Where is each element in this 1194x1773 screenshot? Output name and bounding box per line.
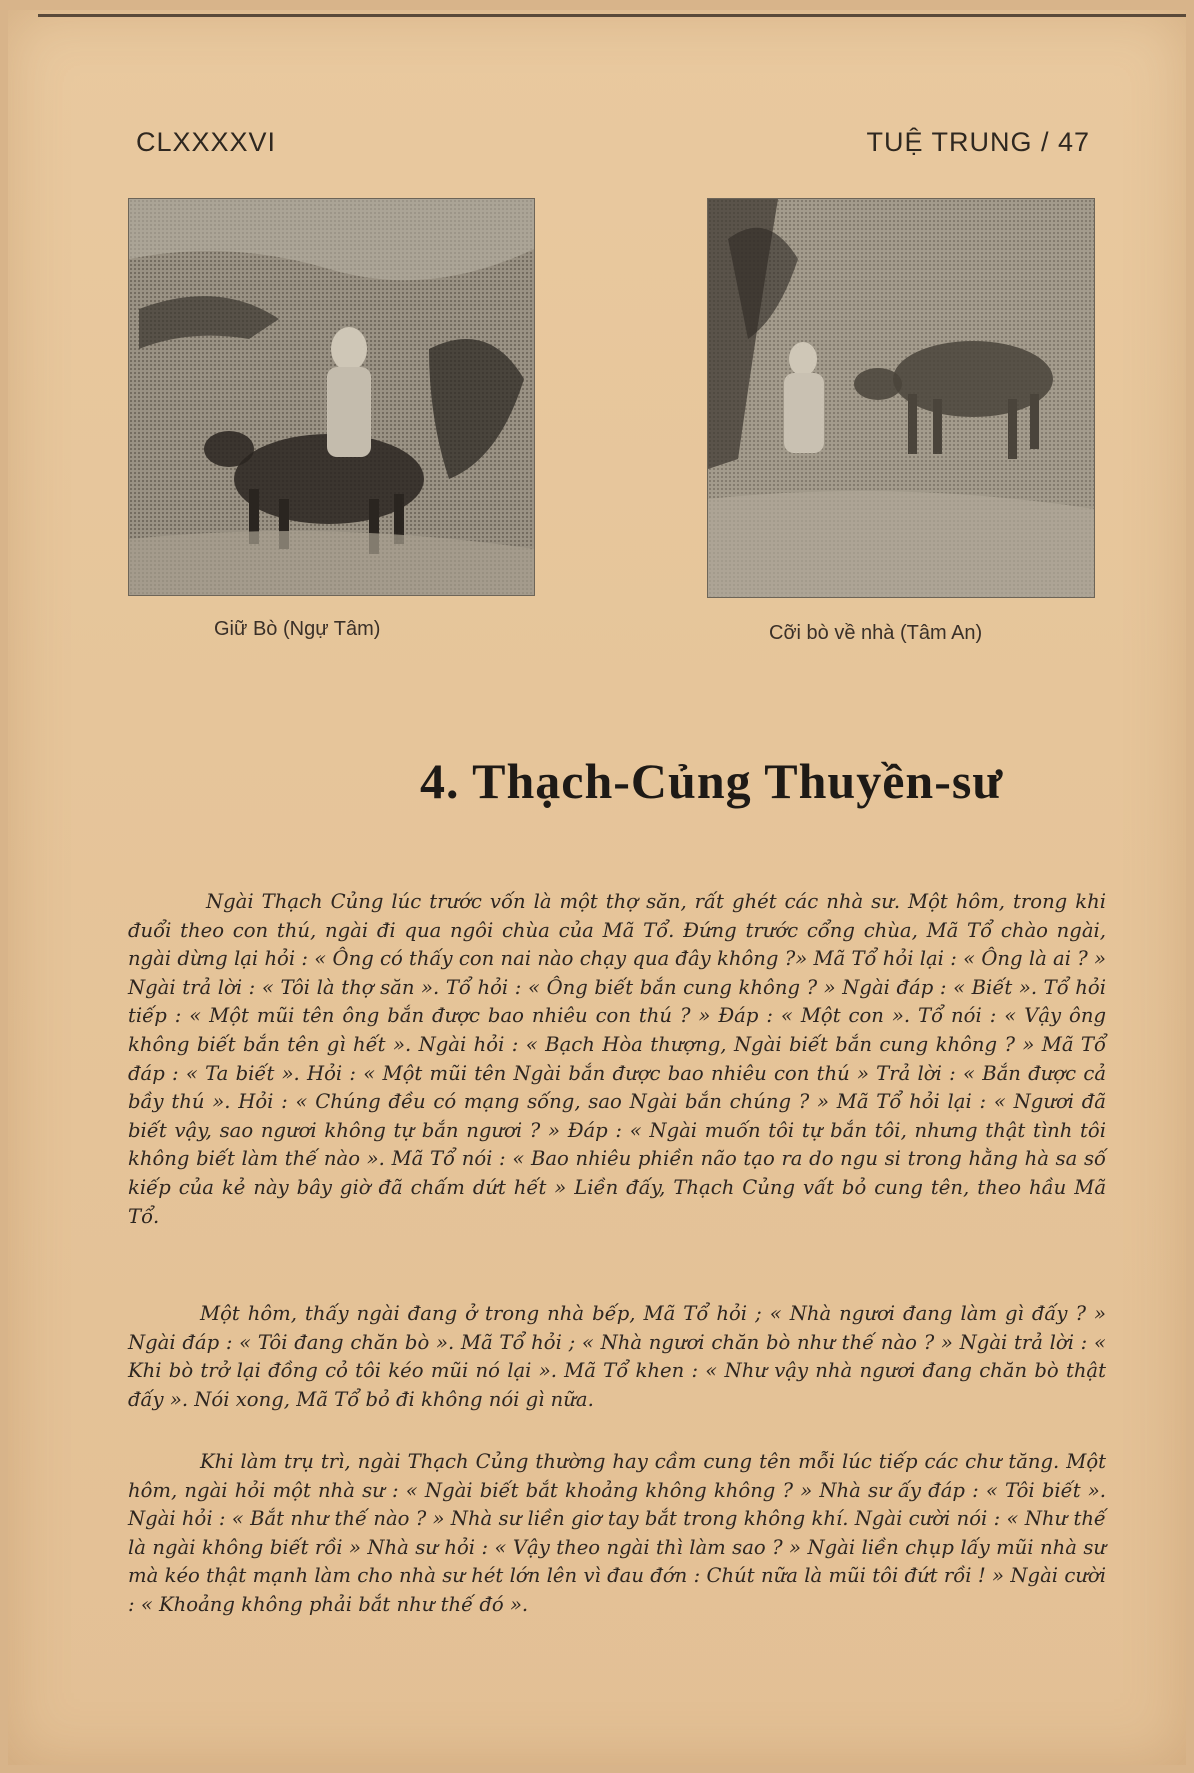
figure-caption-right: Cỡi bò về nhà (Tâm An) [769, 622, 983, 644]
paragraph-3: Khi làm trụ trì, ngài Thạch Củng thường hay cầm cung tên mỗi lúc tiếp các chư tăng. Một hôm, ngài hỏi một nhà sư : « Ngài biết bắt khoảng không không ? » Nhà sư ấy đáp : « Tôi biết ». Ngài hỏi : « Bắt như thế nào ? » Nhà sư liền giơ tay bắt trong không khí. Ngài cười nói : « Như thế là ngài không biết rồi » Nhà sư hỏi : « Vậy theo ngài thì làm sao ? » Ngài liền chụp lấy mũi nhà sư mà kéo thật mạnh làm cho nhà sư hét lớn lên vì đau đớn : Chút nữa là mũi tôi đứt rồi ! » Ngài cười : « Khoảng không phải bắt như thế đó ». [128, 1450, 1106, 1616]
figure-caption-left: Giữ Bò (Ngự Tâm) [214, 618, 381, 640]
illustration-riding-ox-home [707, 198, 1095, 598]
header-right: TUỆ TRUNG / 47 [866, 126, 1090, 157]
paragraph-2: Một hôm, thấy ngài đang ở trong nhà bếp, Mã Tổ hỏi ; « Nhà ngươi đang làm gì đấy ? » Ngài đáp : « Tôi đang chăn bò ». Mã Tổ hỏi ; « Nhà ngươi chăn bò như thế nào ? » Ngài trả lời : « Khi bò trở lại đồng cỏ tôi kéo mũi nó lại ». Mã Tổ khen : « Như vậy nhà ngươi đang chăn bò thật đấy ». Nói xong, Mã Tổ bỏ đi không nói gì nữa. [128, 1302, 1106, 1411]
illustration-herding-ox [128, 198, 535, 596]
paragraph-1: Ngài Thạch Củng lúc trước vốn là một thợ săn, rất ghét các nhà sư. Một hôm, trong khi đuổi theo con thú, ngài đi qua ngôi chùa của Mã Tổ. Đứng trước cổng chùa, Mã Tổ chào ngài, ngài dừng lại hỏi : « Ông có thấy con nai nào chạy qua đây không ?» Mã Tổ hỏi lại : « Ông là ai ? » Ngài trả lời : « Tôi là thợ săn ». Tổ hỏi : « Ông biết bắn cung không ? » Ngài đáp : « Biết ». Tổ hỏi tiếp : « Một mũi tên ông bắn được bao nhiêu con thú ? » Đáp : « Một con ». Tổ nói : « Vậy ông không biết bắn tên gì hết ». Ngài hỏi : « Bạch Hòa thượng, Ngài biết bắn cung không ? » Mã Tổ đáp : « Ta biết ». Hỏi : « Một mũi tên Ngài bắn được bao nhiêu con thú » Trả lời : « Bắn được cả bầy thú ». Hỏi : « Chúng đều có mạng sống, sao Ngài bắn chúng ? » Mã Tổ hỏi lại : « Ngươi đã biết vậy, sao ngươi không tự bắn ngươi ? » Đáp : « Ngài muốn tôi tự bắn tôi, nhưng thật tình tôi không biết làm thế nào ». Mã Tổ nói : « Bao nhiêu phiền não tạo ra do ngu si trong hằng hà sa số kiếp của kẻ này bây giờ đã chấm dứt hết » Liền đấy, Thạch Củng vất bỏ cung tên, theo hầu Mã Tổ. [128, 890, 1106, 1228]
chapter-title: 4. Thạch-Củng Thuyền-sư [420, 753, 1004, 809]
page-header [136, 122, 1090, 162]
top-rule [38, 14, 1186, 17]
header-left: CLXXXXVI [136, 126, 277, 157]
